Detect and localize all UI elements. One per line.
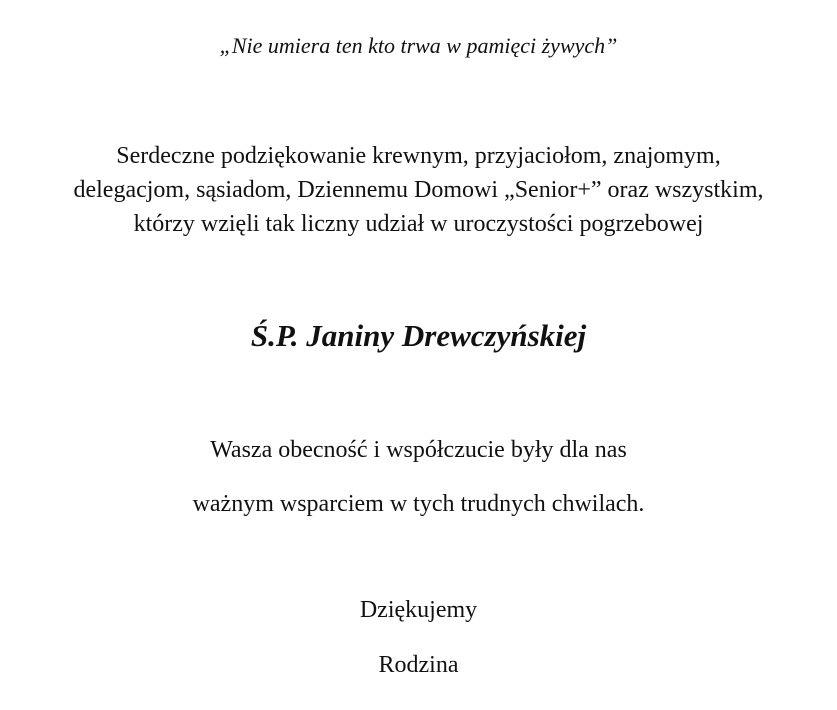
closing-signature: Rodzina — [378, 652, 459, 678]
message-line-1: Wasza obecność i współczucie były dla nas — [210, 437, 627, 463]
deceased-name: Ś.P. Janiny Drewczyńskiej — [250, 318, 587, 353]
thanks-line-3: którzy wzięli tak liczny udział w uroczystości pogrzebowej — [133, 211, 704, 237]
memorial-motto: „Nie umiera ten kto trwa w pamięci żywych” — [219, 33, 618, 58]
closing-thanks: Dziękujemy — [359, 597, 478, 623]
thanks-line-1: Serdeczne podziękowanie krewnym, przyjaciołom, znajomym, — [116, 143, 721, 169]
thanks-line-2: delegacjom, sąsiadom, Dziennemu Domowi „Senior+” oraz wszystkim, — [73, 177, 764, 203]
message-line-2: ważnym wsparciem w tych trudnych chwilach. — [192, 491, 645, 517]
